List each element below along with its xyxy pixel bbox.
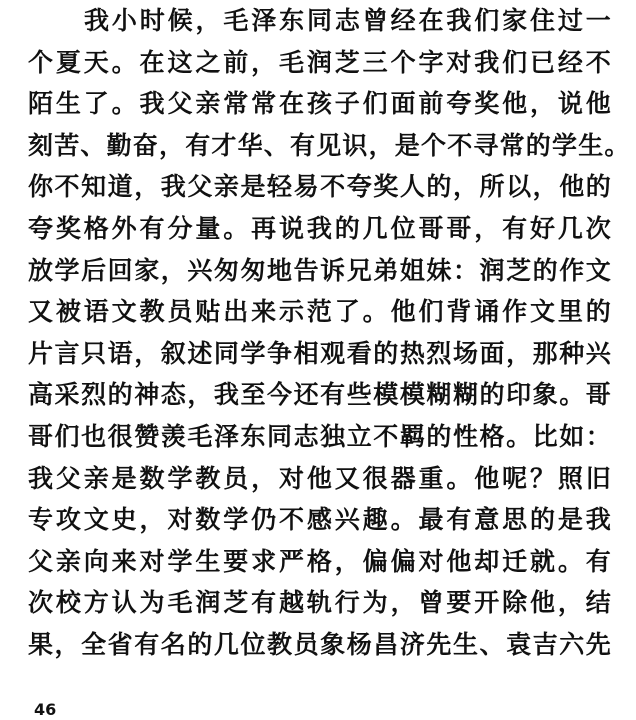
text-line-12: 我父亲是数学教员，对他又很器重。他呢？照旧: [28, 463, 612, 493]
text-line-9: 片言只语，叙述同学争相观看的热烈场面，那种兴: [28, 338, 612, 368]
page-number: 46: [34, 700, 57, 719]
text-line-2: 个夏天。在这之前，毛润芝三个字对我们已经不: [28, 47, 612, 77]
text-line-15: 次校方认为毛润芝有越轨行为，曾要开除他，结: [28, 588, 612, 618]
body-paragraph: [28, 0, 631, 666]
text-line-6: 夸奖格外有分量。再说我的几位哥哥，有好几次: [28, 213, 612, 243]
text-line-13: 专攻文史，对数学仍不感兴趣。最有意思的是我: [28, 505, 612, 535]
text-line-4: 刻苦、勤奋，有才华、有见识，是个不寻常的学生。: [28, 130, 631, 160]
text-line-14: 父亲向来对学生要求严格，偏偏对他却迁就。有: [28, 546, 612, 576]
text-line-11: 哥们也很赞羡毛泽东同志独立不羁的性格。比如：: [28, 421, 612, 451]
text-line-10: 高采烈的神态，我至今还有些模模糊糊的印象。哥: [28, 380, 612, 410]
text-line-8: 又被语文教员贴出来示范了。他们背诵作文里的: [28, 297, 612, 327]
text-line-3: 陌生了。我父亲常常在孩子们面前夸奖他，说他: [28, 89, 612, 119]
text-line-16: 果，全省有名的几位教员象杨昌济先生、袁吉六先: [28, 629, 612, 659]
text-line-5: 你不知道，我父亲是轻易不夸奖人的，所以，他的: [28, 172, 612, 202]
text-line-7: 放学后回家，兴匆匆地告诉兄弟姐妹：润芝的作文: [28, 255, 612, 285]
text-line-1: 我小时候，毛泽东同志曾经在我们家住过一: [84, 6, 612, 35]
